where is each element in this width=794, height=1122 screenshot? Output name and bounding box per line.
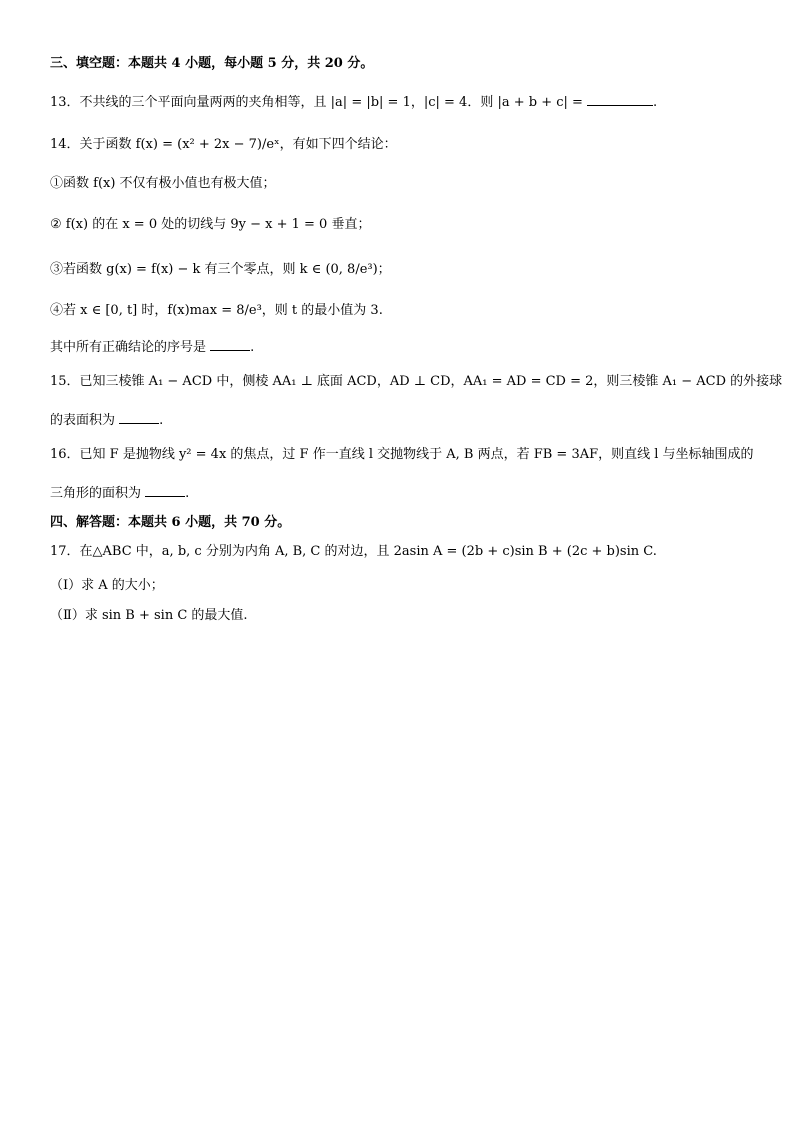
question-14-ask	[50, 336, 750, 358]
question-15-line-1: 15．已知三棱锥 A₁ − ACD 中，侧棱 AA₁ ⊥ 底面 ACD，AD ⊥ CD，AA₁ = AD = CD = 2，则三棱锥 A₁ − ACD 的外接球	[50, 374, 783, 389]
question-14-ask-text: 其中所有正确结论的序号是	[50, 340, 207, 355]
question-15-line-2	[50, 409, 750, 431]
question-13-tail: .	[653, 95, 658, 110]
question-15-line-2-text: 的表面积为	[50, 413, 116, 428]
question-14-intro: 14．关于函数 f(x) = (x² + 2x − 7)/eˣ，有如下四个结论：	[50, 137, 397, 152]
section-4-title: 四、解答题：本题共 6 小题，共 70 分。	[50, 515, 291, 530]
question-13-text: 13．不共线的三个平面向量两两的夹角相等，且 |a| = |b| = 1，|c| = 4．则 |a + b + c| =	[50, 95, 583, 110]
question-16-line-2-text: 三角形的面积为	[50, 486, 142, 501]
answer-blank-13[interactable]	[587, 91, 653, 106]
question-13	[50, 91, 750, 113]
question-16-line-2	[50, 482, 750, 504]
question-15-tail: .	[159, 413, 164, 428]
question-14-tail: .	[250, 340, 255, 355]
section-3-title: 三、填空题：本题共 4 小题，每小题 5 分，共 20 分。	[50, 56, 374, 71]
question-17-part-2: （Ⅱ）求 sin B + sin C 的最大值.	[50, 608, 248, 623]
question-16-tail: .	[185, 486, 190, 501]
question-14-item-3: ③若函数 g(x) = f(x) − k 有三个零点，则 k ∈ (0, 8/e³)；	[50, 262, 391, 277]
question-14-item-4: ④若 x ∈ [0, t] 时，f(x)max = 8/e³，则 t 的最小值为 3.	[50, 303, 383, 318]
question-17-part-1: （Ⅰ）求 A 的大小；	[50, 578, 164, 593]
question-17-stem: 17．在△ABC 中，a, b, c 分别为内角 A, B, C 的对边，且 2asin A = (2b + c)sin B + (2c + b)sin C.	[50, 544, 657, 559]
answer-blank-15[interactable]	[119, 409, 159, 424]
answer-blank-16[interactable]	[145, 482, 185, 497]
question-16-line-1: 16．已知 F 是抛物线 y² = 4x 的焦点，过 F 作一直线 l 交抛物线于 A, B 两点，若 FB = 3AF，则直线 l 与坐标轴围成的	[50, 447, 754, 462]
question-14-item-1: ①函数 f(x) 不仅有极小值也有极大值；	[50, 176, 276, 191]
question-14-item-2: ② f(x) 的在 x = 0 处的切线与 9y − x + 1 = 0 垂直；	[50, 217, 371, 232]
answer-blank-14[interactable]	[210, 336, 250, 351]
